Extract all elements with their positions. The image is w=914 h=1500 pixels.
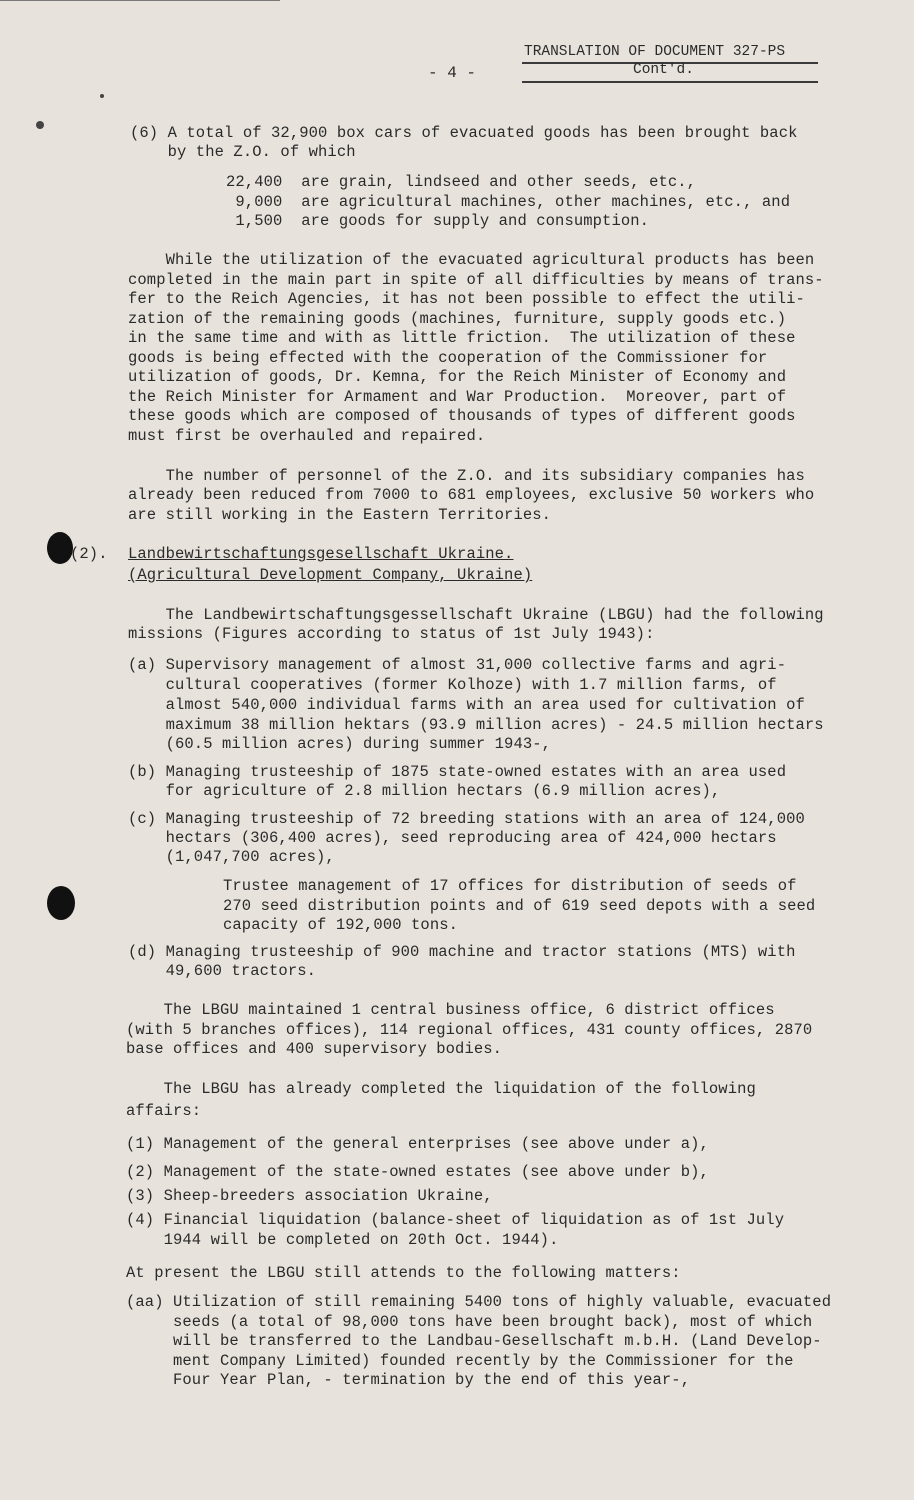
item-b-line-1: (b) Managing trusteeship of 1875 state-owned estates with an area used — [128, 763, 787, 781]
item-c-sub-line-3: capacity of 192,000 tons. — [223, 916, 459, 934]
page-number: - 4 - — [428, 64, 477, 82]
item-aa-line-3: will be transferred to the Landbau-Gesellschaft m.b.H. (Land Develop- — [126, 1332, 822, 1350]
item-c-line-1: (c) Managing trusteeship of 72 breeding stations with an area of 124,000 — [128, 810, 805, 828]
item-a-line-1: (a) Supervisory management of almost 31,000 collective farms and agri- — [128, 656, 787, 674]
item-c-sub-line-2: 270 seed distribution points and of 619 seed depots with a seed — [223, 897, 816, 915]
section6-line-2: by the Z.O. of which — [130, 143, 356, 161]
section6-item-3: 1,500 are goods for supply and consumption. — [226, 212, 650, 230]
top-edge-line — [0, 0, 280, 1]
para2-line-1: The number of personnel of the Z.O. and its subsidiary companies has — [128, 467, 805, 485]
para2-line-2: already been reduced from 7000 to 681 employees, exclusive 50 workers who — [128, 486, 815, 504]
para1-line-9: these goods which are composed of thousands of types of different goods — [128, 407, 796, 425]
section2-heading-de: Landbewirtschaftungsgesellschaft Ukraine. — [128, 545, 514, 563]
para1-line-4: zation of the remaining goods (machines, furniture, supply goods etc.) — [128, 310, 787, 328]
para1-line-2: completed in the main part in spite of all difficulties by means of trans- — [128, 271, 824, 289]
item-c-line-2: hectars (306,400 acres), seed reproducing area of 424,000 hectars — [128, 829, 777, 847]
offices-line-1: The LBGU maintained 1 central business office, 6 district offices — [126, 1001, 775, 1019]
document-subtitle: Cont'd. — [633, 62, 694, 78]
punch-hole-lower — [47, 886, 75, 920]
para2-line-3: are still working in the Eastern Territories. — [128, 506, 552, 524]
item-c-line-3: (1,047,700 acres), — [128, 848, 335, 866]
section2-number: (2). — [70, 545, 108, 563]
completed-intro-line-2: affairs: — [126, 1102, 202, 1120]
title-rule-bottom — [522, 81, 818, 83]
completed-item-2: (2) Management of the state-owned estates (see above under b), — [126, 1163, 709, 1181]
para1-line-6: goods is being effected with the cooperation of the Commissioner for — [128, 349, 768, 367]
item-a-line-5: (60.5 million acres) during summer 1943-, — [128, 735, 552, 753]
para1-line-8: the Reich Minister for Armament and War Production. Moreover, part of — [128, 388, 787, 406]
item-aa-line-5: Four Year Plan, - termination by the end of this year-, — [126, 1371, 691, 1389]
margin-mark-small — [100, 94, 104, 98]
item-a-line-4: maximum 38 million hektars (93.9 million acres) - 24.5 million hectars — [128, 716, 824, 734]
item-a-line-2: cultural cooperatives (former Kolhoze) with 1.7 million farms, of — [128, 676, 777, 694]
margin-mark — [36, 121, 44, 129]
present-line: At present the LBGU still attends to the following matters: — [126, 1264, 681, 1282]
item-aa-line-4: ment Company Limited) founded recently by the Commissioner for the — [126, 1352, 794, 1370]
para1-line-10: must first be overhauled and repaired. — [128, 427, 486, 445]
para1-line-1: While the utilization of the evacuated agricultural products has been — [128, 251, 815, 269]
section6-line-1: (6) A total of 32,900 box cars of evacuated goods has been brought back — [130, 124, 798, 142]
offices-line-3: base offices and 400 supervisory bodies. — [126, 1040, 503, 1058]
intro-line-2: missions (Figures according to status of 1st July 1943): — [128, 625, 655, 643]
para1-line-3: fer to the Reich Agencies, it has not been possible to effect the utili- — [128, 290, 805, 308]
section6-item-1: 22,400 are grain, lindseed and other seeds, etc., — [226, 173, 697, 191]
para1-line-7: utilization of goods, Dr. Kemna, for the Reich Minister of Economy and — [128, 368, 787, 386]
intro-line-1: The Landbewirtschaftungsgessellschaft Ukraine (LBGU) had the following — [128, 606, 824, 624]
section6-item-2: 9,000 are agricultural machines, other machines, etc., and — [226, 193, 791, 211]
completed-item-4: (4) Financial liquidation (balance-sheet of liquidation as of 1st July — [126, 1211, 785, 1229]
item-a-line-3: almost 540,000 individual farms with an area used for cultivation of — [128, 696, 805, 714]
completed-item-4b: 1944 will be completed on 20th Oct. 1944). — [126, 1231, 559, 1249]
para1-line-5: in the same time and with as little friction. The utilization of these — [128, 329, 796, 347]
item-b-line-2: for agriculture of 2.8 million hectars (6.9 million acres), — [128, 782, 721, 800]
section2-heading-en: (Agricultural Development Company, Ukraine) — [128, 566, 533, 584]
item-d-line-2: 49,600 tractors. — [128, 962, 317, 980]
document-title: TRANSLATION OF DOCUMENT 327-PS — [524, 44, 786, 60]
item-aa-line-2: seeds (a total of 98,000 tons have been brought back), most of which — [126, 1313, 813, 1331]
item-aa-line-1: (aa) Utilization of still remaining 5400 tons of highly valuable, evacuated — [126, 1293, 832, 1311]
completed-intro-line-1: The LBGU has already completed the liquidation of the following — [126, 1080, 756, 1098]
item-d-line-1: (d) Managing trusteeship of 900 machine and tractor stations (MTS) with — [128, 943, 796, 961]
completed-item-3: (3) Sheep-breeders association Ukraine, — [126, 1187, 493, 1205]
offices-line-2: (with 5 branches offices), 114 regional offices, 431 county offices, 2870 — [126, 1021, 813, 1039]
completed-item-1: (1) Management of the general enterprises (see above under a), — [126, 1135, 709, 1153]
item-c-sub-line-1: Trustee management of 17 offices for distribution of seeds of — [223, 877, 797, 895]
